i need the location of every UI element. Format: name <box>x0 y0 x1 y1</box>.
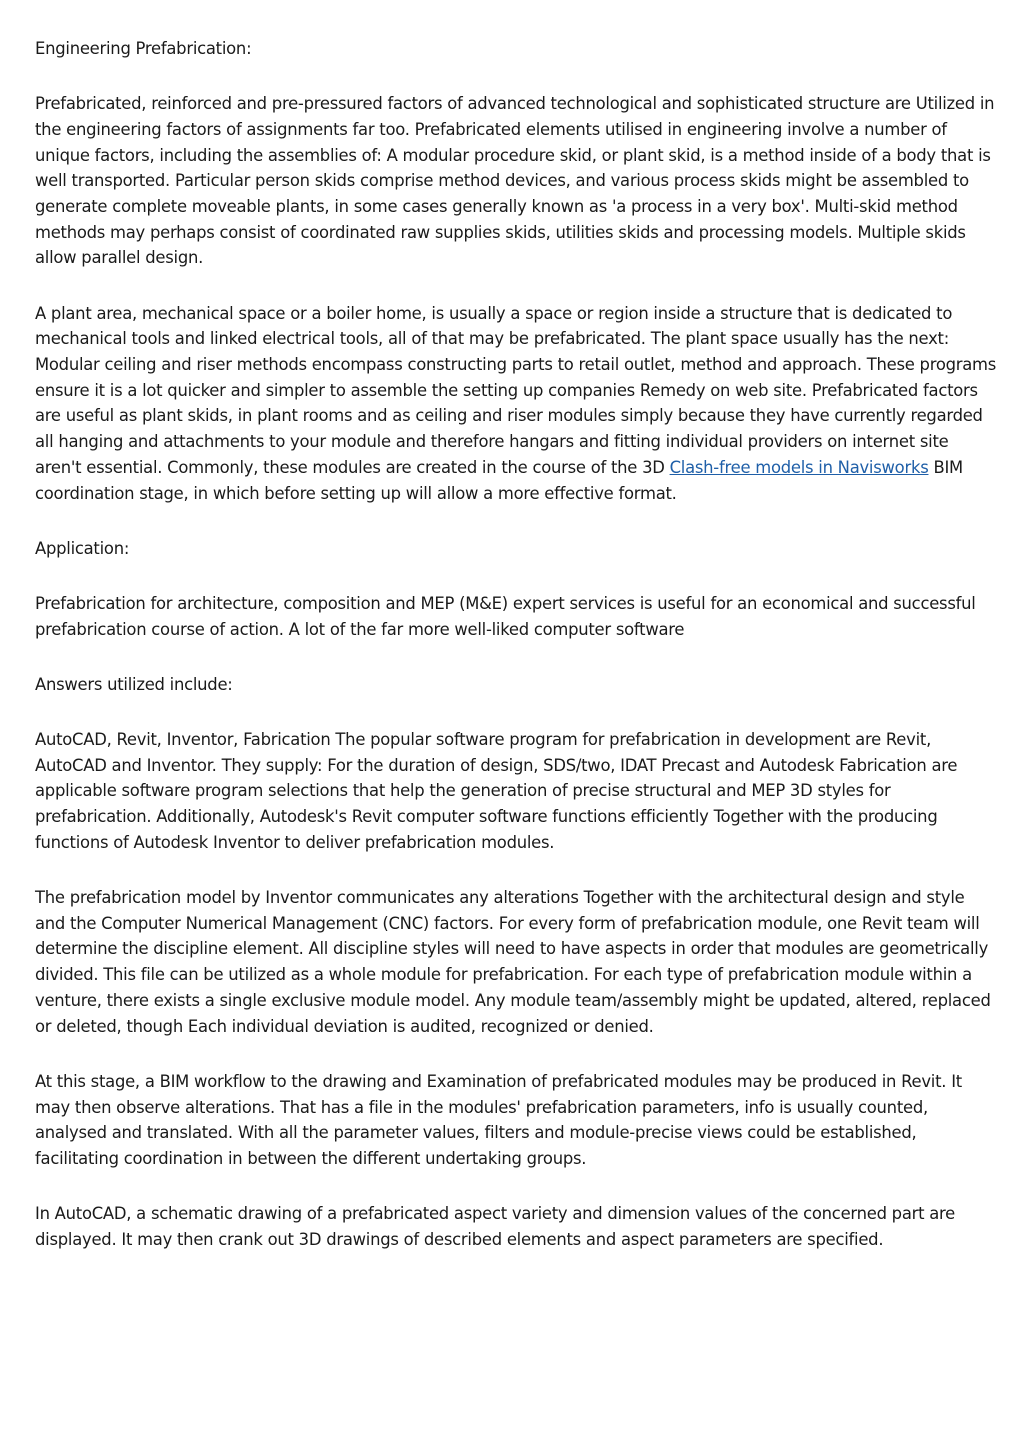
paragraph-bim-workflow: At this stage, a BIM workflow to the drawing and Examination of prefabricated modules may be produced in Revit. It may then observe alterations. That has a file in the modules' prefabrication parameters, info is usually counted, analysed and translated. With all the parameter values, filters and module-precise views could be established, facilitating coordination in between the different undertaking groups. <box>35 1071 962 1168</box>
paragraph-autocad-schematic: In AutoCAD, a schematic drawing of a prefabricated aspect variety and dimension values of the concerned part are displayed. It may then crank out 3D drawings of described elements and aspect parameters are specified. <box>35 1204 956 1249</box>
paragraph-plant-area <box>35 301 997 507</box>
heading-engineering-prefabrication: Engineering Prefabrication: <box>35 39 252 58</box>
paragraph-inventor-model: The prefabrication model by Inventor communicates any alterations Together with the architectural design and style and the Computer Numerical Management (CNC) factors. For every form of prefabrication module, one Revit team will determine the discipline element. All discipline styles will need to have aspects in order that modules are geometrically divided. This file can be utilized as a whole module for prefabrication. For each type of prefabrication module within a venture, there exists a single exclusive module model. Any module team/assembly might be updated, altered, replaced or deleted, though Each individual deviation is audited, recognized or denied. <box>35 888 991 1036</box>
paragraph-plant-area-text-end: BIM coordination stage, in which before setting up will allow a more effective format. <box>35 457 963 503</box>
paragraph-prefabrication-architecture: Prefabrication for architecture, composition and MEP (M&E) expert services is useful for an economical and successful prefabrication course of action. A lot of the far more well-liked computer software <box>35 593 976 639</box>
heading-answers-utilized: Answers utilized include: <box>35 674 233 694</box>
clash-free-models-link[interactable]: Clash-free models in Navisworks <box>669 457 929 477</box>
paragraph-autocad-revit-inventor: AutoCAD, Revit, Inventor, Fabrication The popular software program for prefabrication in development are Revit, AutoCAD and Inventor. They supply: For the duration of design, SDS/two, IDAT Precast and Autodesk Fabrication are applicable software program selections that help the generation of precise structural and MEP 3D styles for prefabrication. Additionally, Autodesk's Revit computer software functions efficiently Together with the producing functions of Autodesk Inventor to deliver prefabrication modules. <box>35 730 958 852</box>
document-body <box>35 36 997 1282</box>
heading-application: Application: <box>35 538 130 558</box>
paragraph-plant-area-text: A plant area, mechanical space or a boiler home, is usually a space or region inside a structure that is dedicated to mechanical tools and linked electrical tools, all of that may be prefabricated. The plant space usually has the next: Modular ceiling and riser methods encompass constructing parts to retail outlet, method and approach. These programs ensure it is a lot quicker and simpler to assemble the setting up companies Remedy on web site. Prefabricated factors are useful as plant skids, in plant rooms and as ceiling and riser modules simply because they have currently regarded all hanging and attachments to your module and therefore hangars and fitting individual providers on internet site aren't essential. Commonly, these modules are created in the course of the 3D <box>35 303 997 477</box>
paragraph-prefabricated-elements: Prefabricated, reinforced and pre-pressured factors of advanced technological and sophisticated structure are Utilized in the engineering factors of assignments far too. Prefabricated elements utilised in engineering involve a number of unique factors, including the assemblies of: A modular procedure skid, or plant skid, is a method inside of a body that is well transported. Particular person skids comprise method devices, and various process skids might be assembled to generate complete moveable plants, in some cases generally known as 'a process in a very box'. Multi-skid method methods may perhaps consist of coordinated raw supplies skids, utilities skids and processing models. Multiple skids allow parallel design. <box>35 94 995 268</box>
